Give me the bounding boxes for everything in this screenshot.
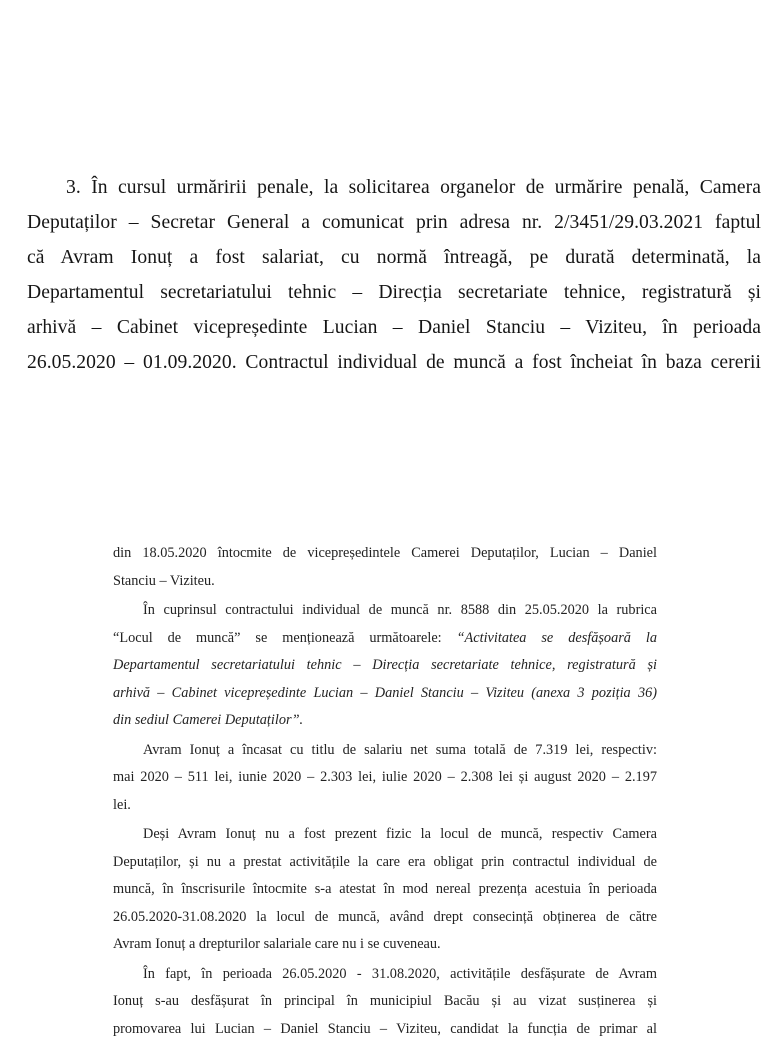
text-line: Ionuț s-au desfășurat în principal în municipiul Bacău și au vizat susținerea și (113, 988, 657, 1016)
text-line: În fapt, în perioada 26.05.2020 - 31.08.2020, activitățile desfășurate de Avram (113, 961, 657, 989)
bottom-text-block (113, 540, 657, 1043)
text-line: arhivă – Cabinet vicepreședinte Lucian – Daniel Stanciu – Viziteu, în perioada (27, 310, 761, 345)
text-line: Stanciu – Viziteu. (113, 568, 657, 596)
text-line: 26.05.2020 – 01.09.2020. Contractul individual de muncă a fost încheiat în baza cererii (27, 345, 761, 380)
quoted-text-line: arhivă – Cabinet vicepreședinte Lucian – Daniel Stanciu – Viziteu (anexa 3 poziția 36) (113, 680, 657, 708)
text-line: În cuprinsul contractului individual de muncă nr. 8588 din 25.05.2020 la rubrica (113, 597, 657, 625)
text-line: Deputaților – Secretar General a comunicat prin adresa nr. 2/3451/29.03.2021 faptul (27, 205, 761, 240)
text-line: Deși Avram Ionuț nu a fost prezent fizic la locul de muncă, respectiv Camera (113, 821, 657, 849)
text-line: mai 2020 – 511 lei, iunie 2020 – 2.303 lei, iulie 2020 – 2.308 lei și august 2020 – 2.197 (113, 764, 657, 792)
quoted-text-line: Departamentul secretariatului tehnic – Direcția secretariate tehnice, registratură și (113, 652, 657, 680)
text-line: Avram Ionuț a încasat cu titlu de salariu net suma totală de 7.319 lei, respectiv: (113, 737, 657, 765)
text-line: că Avram Ionuț a fost salariat, cu normă întreagă, pe durată determinată, la (27, 240, 761, 275)
text-line: promovarea lui Lucian – Daniel Stanciu – Viziteu, candidat la funcția de primar al (113, 1016, 657, 1043)
top-paragraph (27, 170, 761, 380)
text-line: lei. (113, 792, 657, 820)
text-line: din 18.05.2020 întocmite de vicepreședintele Camerei Deputaților, Lucian – Daniel (113, 540, 657, 568)
text-line (113, 625, 657, 653)
text-line: muncă, în înscrisurile întocmite s-a atestat în mod nereal prezența acestuia în perioada (113, 876, 657, 904)
quoted-text-line: din sediul Camerei Deputaților”. (113, 707, 657, 735)
text-line: Avram Ionuț a drepturilor salariale care nu i se cuveneau. (113, 931, 657, 959)
quoted-text: “Activitatea se desfășoară la (457, 630, 657, 646)
text-line: Departamentul secretariatului tehnic – Direcția secretariate tehnice, registratură și (27, 275, 761, 310)
text-run: “Locul de muncă” se menționează următoarele: (113, 630, 457, 646)
text-line: Deputaților, și nu a prestat activitățile la care era obligat prin contractul individual de (113, 849, 657, 877)
text-line: 26.05.2020-31.08.2020 la locul de muncă, având drept consecință obținerea de către (113, 904, 657, 932)
text-line: 3. În cursul urmăririi penale, la solicitarea organelor de urmărire penală, Camera (27, 170, 761, 205)
